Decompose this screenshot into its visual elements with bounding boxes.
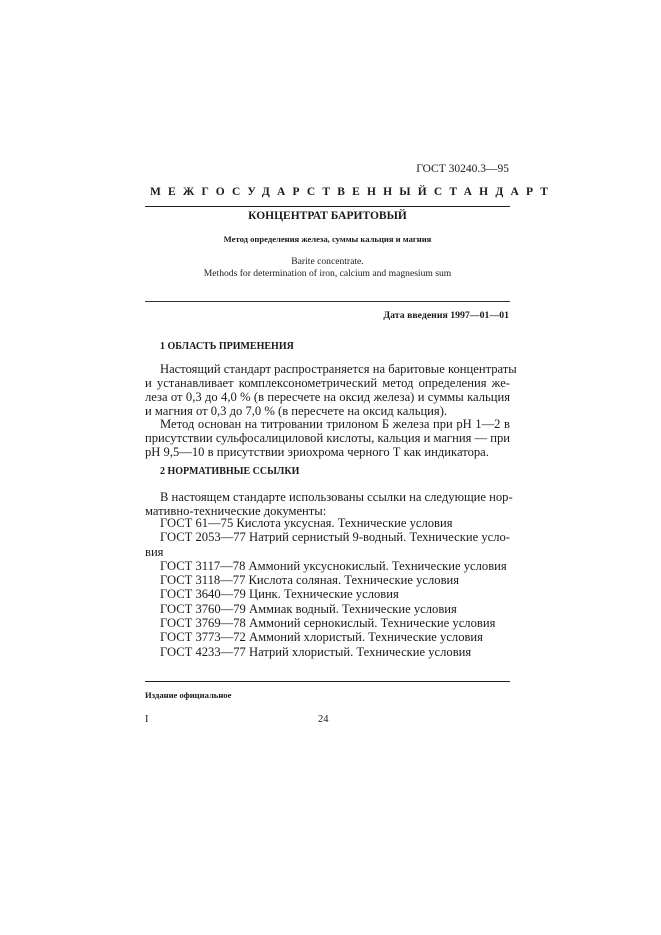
middle-divider [145, 301, 510, 302]
section-2-heading: 2 НОРМАТИВНЫЕ ССЫЛКИ [160, 466, 300, 477]
text-line: Настоящий стандарт распространяется на баритовые концентраты [160, 362, 517, 376]
section-1-heading: 1 ОБЛАСТЬ ПРИМЕНЕНИЯ [160, 341, 294, 352]
normative-references-list [145, 516, 510, 659]
english-title: Barite concentrate. [291, 256, 364, 267]
banner-word-standard: СТАНДАРТ [433, 186, 556, 198]
reference-item: ГОСТ 4233—77 Натрий хлористый. Технические условия [160, 644, 472, 659]
document-subtitle: Метод определения железа, суммы кальция и магния [223, 234, 432, 244]
banner-word-interstate: МЕЖГОСУДАРСТВЕННЫЙ [150, 186, 434, 198]
reference-item: ГОСТ 3640—79 Цинк. Технические условия [160, 587, 399, 602]
section-1-paragraph-2 [145, 417, 510, 459]
official-edition-note: Издание официальное [145, 690, 232, 700]
text-line: присутствии сульфосалициловой кислоты, кальция и магния — при [145, 431, 511, 445]
standard-banner [150, 186, 556, 198]
margin-mark: I [145, 714, 149, 725]
reference-item: ГОСТ 3760—79 Аммиак водный. Технические условия [160, 601, 457, 616]
reference-item: ГОСТ 3118—77 Кислота соляная. Технические условия [160, 573, 460, 588]
page-number: 24 [318, 714, 329, 725]
text-line: Метод основан на титровании трилоном Б железа при рН 1—2 в [160, 417, 510, 431]
reference-item: ГОСТ 3769—78 Аммоний сернокислый. Технические условия [160, 616, 496, 631]
text-line: леза от 0,3 до 4,0 % (в пересчете на оксид железа) и суммы кальция [145, 390, 510, 404]
text-line: и устанавливает комплексонометрический метод определения же- [145, 376, 510, 390]
introduction-date: Дата введения 1997—01—01 [383, 310, 509, 321]
section-2-paragraph-1 [145, 490, 513, 518]
reference-item: ГОСТ 3117—78 Аммоний уксуснокислый. Технические условия [160, 558, 507, 573]
footer-divider [145, 681, 510, 682]
section-1-paragraph-1 [145, 362, 517, 418]
document-number: ГОСТ 30240.3—95 [416, 163, 509, 175]
reference-item: ГОСТ 3773—72 Аммоний хлористый. Технические условия [160, 630, 483, 645]
text-line: рН 9,5—10 в присутствии эриохрома черного Т как индикатора. [145, 445, 489, 459]
english-subtitle: Methods for determination of iron, calcium and magnesium sum [203, 268, 452, 279]
text-line: мативно-технические документы: [145, 504, 327, 518]
text-line: В настоящем стандарте использованы ссылки на следующие нор- [160, 490, 513, 504]
text-line: и магния от 0,3 до 7,0 % (в пересчете на оксид кальция). [145, 404, 448, 418]
top-divider [145, 206, 510, 207]
reference-item: ГОСТ 61—75 Кислота уксусная. Технические условия [160, 516, 453, 530]
reference-item-continuation: вия [145, 544, 164, 559]
document-title: КОНЦЕНТРАТ БАРИТОВЫЙ [248, 210, 407, 222]
reference-item: ГОСТ 2053—77 Натрий сернистый 9-водный. Технические усло- [160, 530, 510, 545]
